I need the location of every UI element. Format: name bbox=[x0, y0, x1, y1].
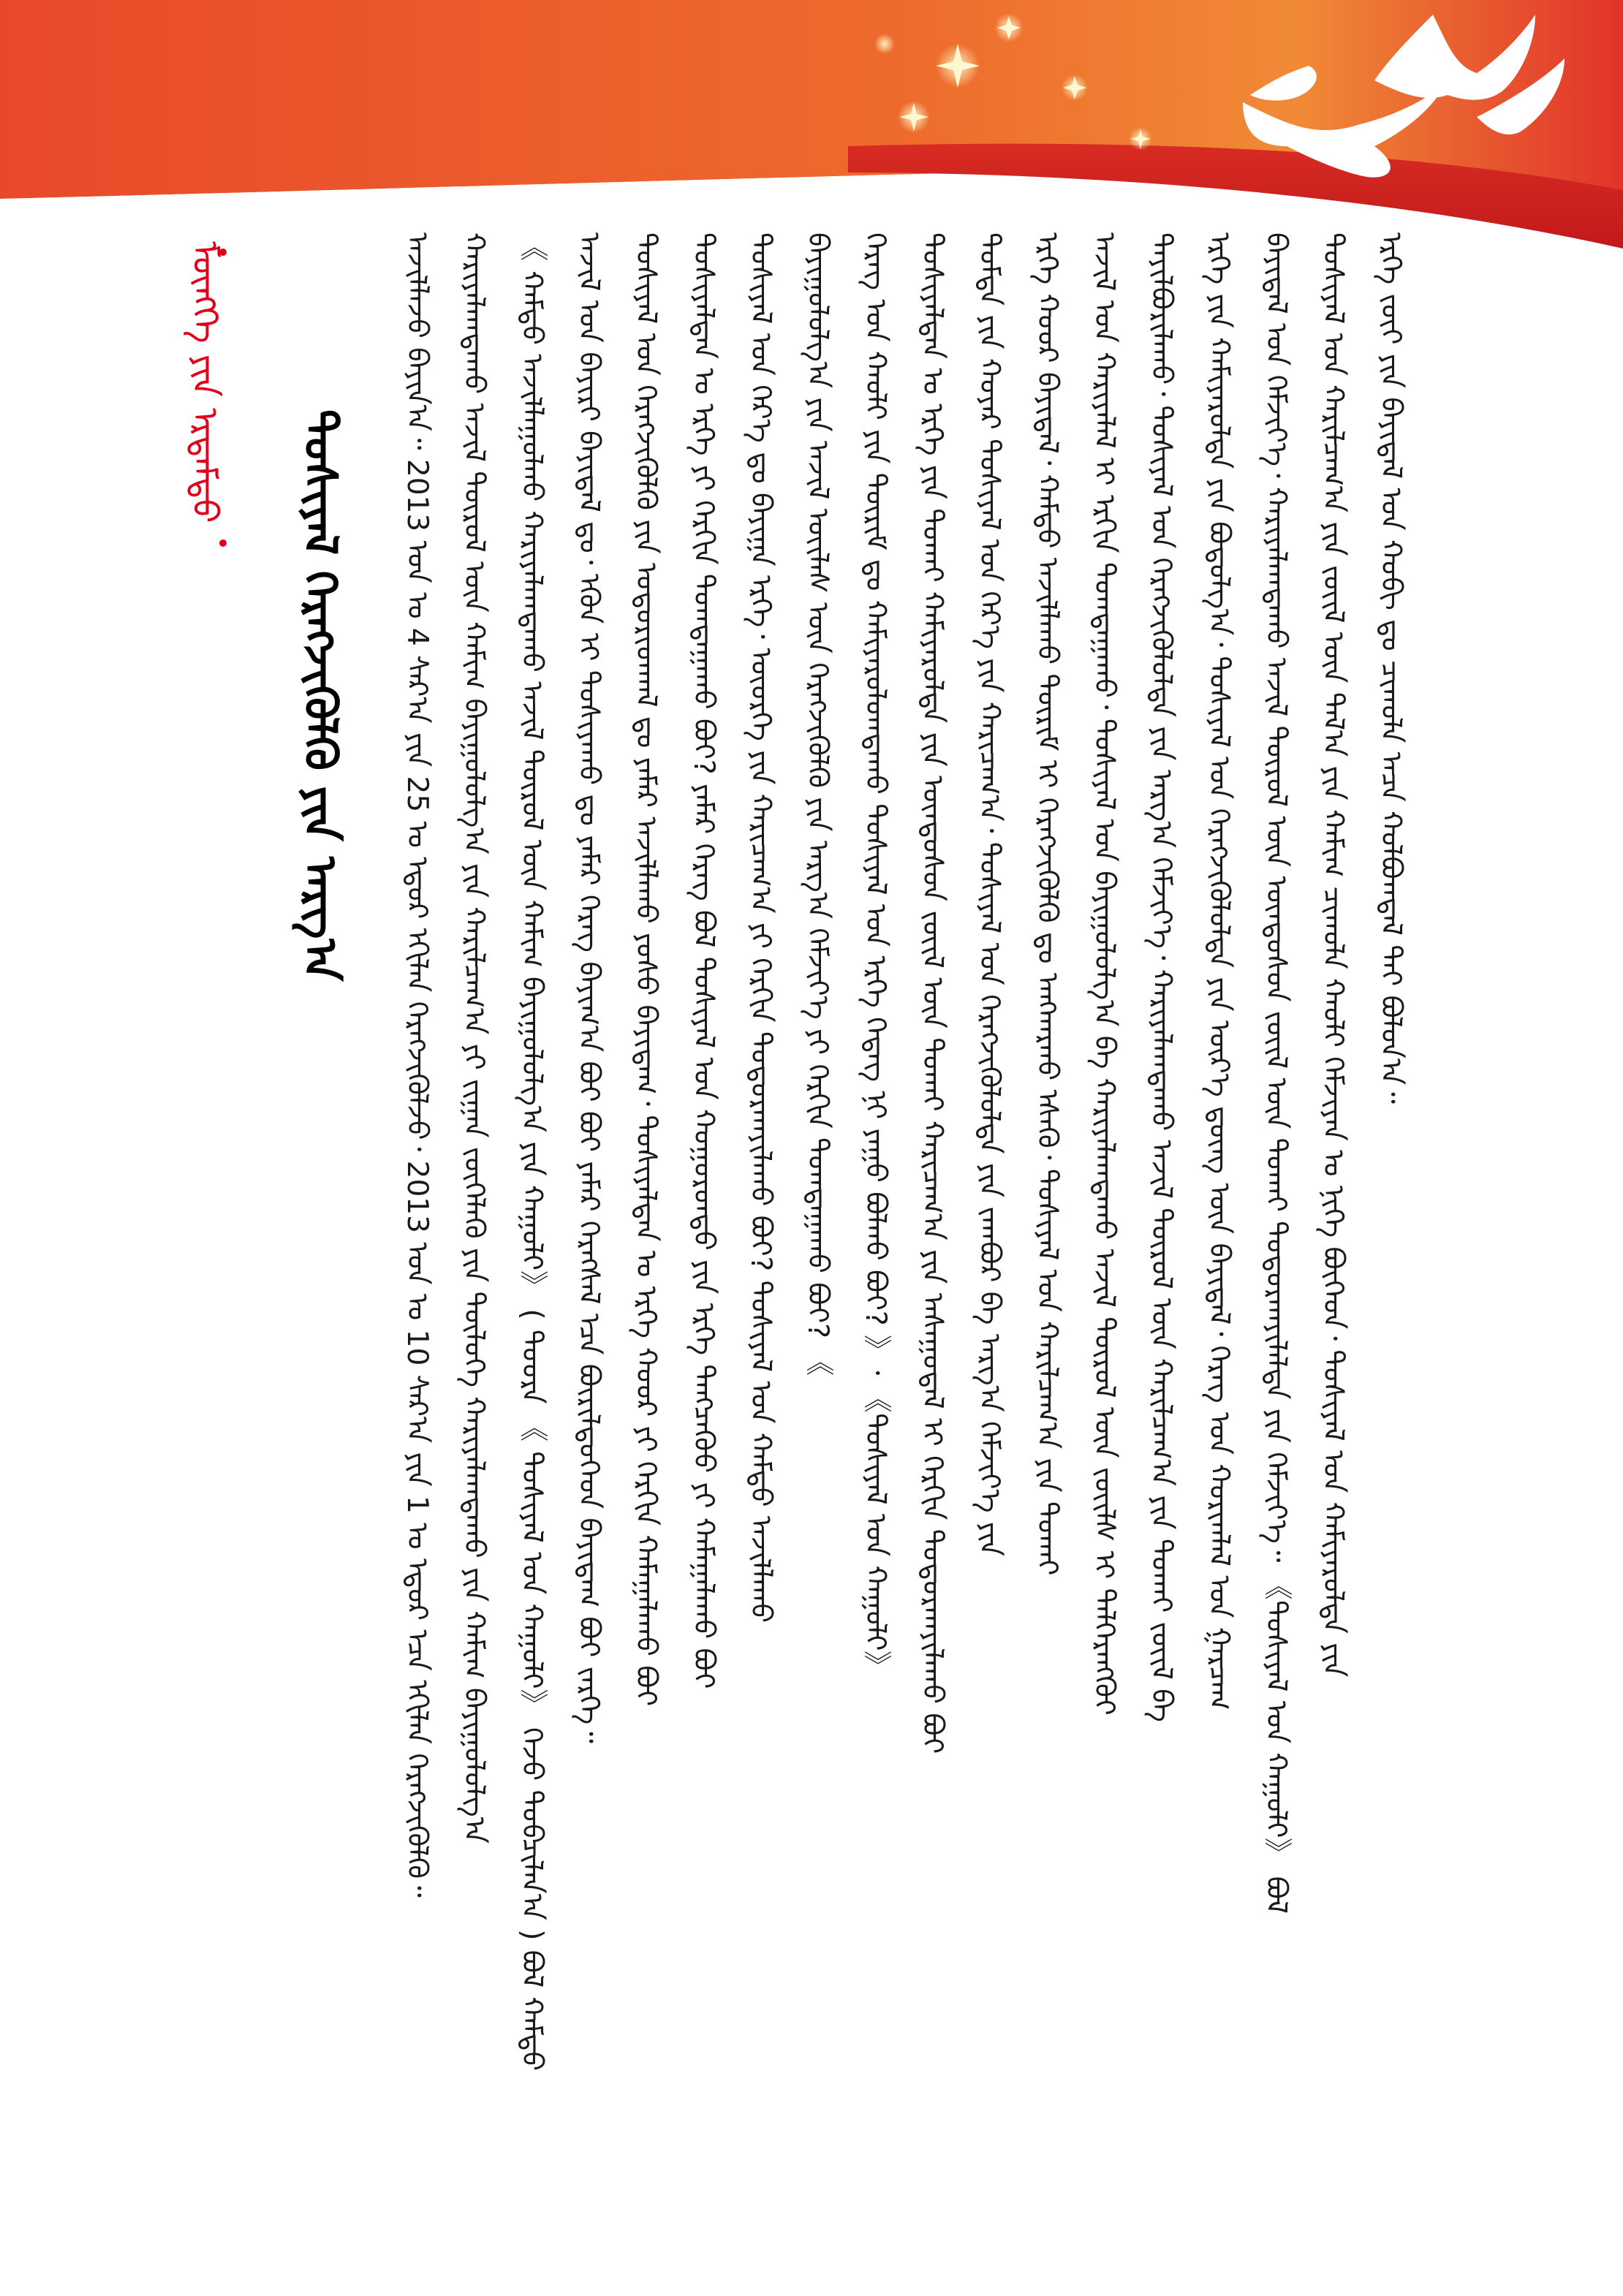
body-line-10: ᠲᠤᠰᠢᠶᠠᠯᠲᠠᠨ ᠤ ᠡᠷᠬᠡ ᠶᠢᠨ ᠲᠤᠬᠠᠢ ᠬᠠᠮᠢᠶᠠᠷᠤᠯᠲᠠ ᠶᠢᠨ ᠦᠨᠳᠦᠰᠦᠨ ᠵᠦᠢᠯ ᠦᠨ ᠲᠤᠬᠠᠢ ᠬᠠᠷᠢᠴᠠᠭ᠎ᠠ ᠶᠢᠨ ᠠᠰᠠᠭᠤᠳᠠᠯ ᠢ ᠬᠡᠷᠬᠢᠨ ᠲᠣᠳᠣᠷᠬᠠᠶᠢᠯᠠᠬᠤ ᠪᠤᠢ bbox=[916, 232, 949, 1754]
body-line-18: ᠡᠷᠬᠡ ᠵᠦᠢ ᠶᠢᠨ ᠪᠠᠶᠢᠳᠠᠯ ᠤᠨ ᠬᠤᠪᠢ ᠳᠤ ᠴᠢᠬᠤᠯᠠ ᠠᠴᠠ ᠬᠣᠯᠪᠣᠭᠳᠠᠯ ᠲᠠᠶ ᠪᠣᠯᠤᠨ᠎ᠠ᠃ bbox=[1374, 232, 1407, 1104]
header-banner bbox=[0, 0, 1623, 249]
body-line-3: 《 ᠬᠠᠮᠲᠤ ᠠᠵᠢᠯᠯᠠᠭᠤᠯᠬᠤ ᠬᠠᠷᠢᠶᠠᠯᠠᠭᠳᠠᠬᠤ ᠠᠵᠢᠯ ᠲᠥᠷᠥᠯ ᠦᠨ ᠬᠠᠮᠢᠭ ᠪᠠᠶᠢᠭᠤᠯᠤᠯᠭ᠎ᠠ ᠶᠢᠨ ᠬᠠᠭᠤᠯᠢ》 ( ᠳᠣᠣᠷᠠ 《 ᠲᠤᠰᠢᠶᠠᠯ ᠤᠨ ᠬᠠᠭᠤᠯᠢ》 ᠭᠡᠵᠦ ᠲᠣᠪᠴᠢᠯᠠᠨ᠎ᠠ ) ᠪᠣᠯ ᠬᠠᠮᠲᠤ bbox=[515, 232, 548, 2072]
body-line-1: ᠠᠵᠢᠯᠯᠠᠵᠤ ᠪᠠᠶᠢᠨ᠎ᠠ᠃ 2013 ᠣᠨ ᠤ 4 ᠰᠠᠷ᠎ᠠ ᠶᠢᠨ 25 ᠤ ᠡᠳᠦᠷ ᠡᠬᠢᠯᠡᠨ ᠬᠡᠷᠡᠭᠵᠢᠭᠦᠯᠵᠦ᠂ 2013 ᠣᠨ ᠤ 10 ᠰᠠᠷ᠎ᠠ ᠶᠢᠨ 1 ᠤ ᠡᠳᠦᠷ ᠡᠴᠡ ᠡᠬᠢᠯᠡᠨ ᠬᠡᠷᠡᠭᠵᠢᠭᠦᠯᠬᠦ᠃ bbox=[401, 232, 434, 1898]
body-line-8: ᠪᠠᠶᠢᠭᠤᠯᠤᠯᠭ᠎ᠠ ᠶᠢᠨ ᠠᠵᠢᠯ ᠦᠢᠯᠡᠰ ᠦᠨ ᠬᠡᠷᠡᠭᠵᠢᠭᠦᠯᠬᠦ ᠶᠢᠨ ᠠᠷᠭ᠎ᠠ ᠬᠡᠮᠵᠢᠶ᠎ᠡ ᠶᠢ ᠬᠡᠷᠬᠢᠨ ᠲᠣᠭᠲᠠᠭᠠᠬᠤ ᠪᠤᠢ? 《 bbox=[801, 232, 834, 1376]
body-line-6: ᠲᠤᠰᠢᠶᠠᠯᠲᠠᠨ ᠤ ᠡᠷᠬᠡ ᠶᠢ ᠬᠡᠷᠬᠢᠨ ᠲᠣᠭᠲᠠᠭᠠᠬᠤ ᠪᠤᠢ? ᠶᠠᠮᠠᠷ ᠬᠡᠷᠡᠭ ᠪᠣᠯ ᠲᠤᠰᠢᠶᠠᠯ ᠤᠨ ᠬᠣᠭᠤᠷᠣᠨᠳᠣ ᠶᠢᠨ ᠡᠷᠬᠡ ᠲᠡᠩᠴᠡᠭᠦᠦ ᠶᠢ ᠬᠠᠮᠠᠭᠠᠯᠠᠬᠤ ᠪᠤᠢ bbox=[687, 232, 720, 1689]
body-line-15: ᠡᠷᠬᠡ ᠶᠢᠨ ᠬᠠᠮᠢᠶᠠᠷᠤᠯᠲᠠ ᠶᠢᠨ ᠪᠣᠳᠤᠯᠭ᠎ᠠ᠂ ᠲᠤᠰᠢᠶᠠᠯ ᠤᠨ ᠬᠡᠷᠡᠭᠵᠢᠭᠦᠯᠦᠯᠲᠡ ᠶᠢᠨ ᠦᠷ᠎ᠡ ᠳ᠋ᠦᠩ ᠦᠨ ᠪᠠᠶᠢᠳᠠᠯ᠂ ᠬᠡᠷᠡᠭ ᠤᠨ ᠬᠣᠷᠢᠭᠯᠠᠯ ᠤᠨ ᠭᠠᠷᠴᠠᠭ bbox=[1203, 232, 1236, 1710]
body-line-17: ᠲᠤᠰᠢᠶᠠᠯ ᠤᠨ ᠬᠠᠷᠢᠯᠴᠠᠭ᠎ᠠ ᠶᠢᠨ ᠵᠦᠢᠯ ᠦᠨ ᠲᠠᠯ᠎ᠠ ᠶᠢᠨ ᠬᠠᠮᠢᠭ ᠴᠢᠬᠤᠯᠠ ᠬᠠᠤᠯᠢ ᠬᠡᠮᠵᠢᠶᠡᠨ ᠤ ᠨᠢᠭᠡ ᠪᠥᠭᠡᠳ᠂ ᠲᠤᠰᠢᠶᠠᠯ ᠤᠨ ᠬᠠᠮᠢᠶᠠᠷᠤᠯᠲᠠ ᠶᠢᠨ bbox=[1317, 232, 1350, 1678]
article-body bbox=[395, 232, 1426, 2126]
body-line-12: ᠡᠷᠬᠡ ᠬᠣᠣᠷ ᠪᠠᠶᠢᠳᠠᠯ᠂ ᠬᠠᠮᠲᠤ ᠠᠵᠢᠯᠯᠠᠬᠤ ᠳᠦᠷᠢᠮ ᠢ ᠬᠡᠷᠡᠭᠵᠢᠭᠦᠯᠬᠦ ᠳᠤ ᠠᠩᠬᠠᠷᠬᠤ ᠡᠰᠡᠬᠦ᠂ ᠲᠤᠰᠢᠶᠠᠯ ᠤᠨ ᠬᠠᠷᠢᠯᠴᠠᠭ᠎ᠠ ᠶᠢᠨ ᠲᠤᠬᠠᠢ bbox=[1031, 232, 1064, 1576]
body-line-7: ᠲᠤᠰᠢᠶᠠᠯ ᠤᠨ ᠭᠡᠷ᠎ᠡ ᠳᠤ ᠪᠠᠶᠢᠭᠠ ᠡᠷᠬᠡ᠂ ᠦᠦᠷᠭᠡ ᠶᠢᠨ ᠬᠠᠷᠢᠴᠠᠭ᠎ᠠ ᠶᠢ ᠬᠡᠷᠬᠢᠨ ᠲᠣᠳᠣᠷᠬᠠᠶᠢᠯᠠᠬᠤ ᠪᠤᠢ? ᠲᠤᠰᠢᠶᠠᠯ ᠤᠨ ᠬᠠᠮᠲᠤ ᠠᠵᠢᠯᠯᠠᠬᠤ bbox=[744, 232, 777, 1624]
banner-graphic bbox=[0, 0, 1623, 249]
author-dot-bottom bbox=[219, 539, 227, 547]
body-line-16: ᠪᠠᠶᠢᠳᠠᠯ ᠤᠨ ᠬᠡᠮᠵᠢᠶ᠎ᠡ᠂ ᠬᠠᠷᠢᠶᠠᠯᠠᠭᠳᠠᠬᠤ ᠠᠵᠢᠯ ᠲᠥᠷᠥᠯ ᠦᠨ ᠦᠨᠳᠦᠰᠦᠨ ᠵᠦᠢᠯ ᠦᠨ ᠲᠤᠬᠠᠢ ᠲᠣᠳᠣᠷᠬᠠᠶᠢᠯᠠᠯᠲᠠ ᠶᠢᠨ ᠬᠡᠮᠵᠢᠶ᠎ᠡ᠃ 《ᠲᠤᠰᠢᠶᠠᠯ ᠤᠨ ᠬᠠᠭᠤᠯᠢ》 ᠪᠣᠯ bbox=[1260, 232, 1293, 1914]
body-line-11: ᠳᠤᠮᠳᠠ ᠶᠢᠨ ᠬᠣᠶᠠᠷ ᠲᠤᠰᠢᠶᠠᠯ ᠤᠨ ᠭᠡᠷ᠎ᠡ ᠶᠢᠨ ᠬᠠᠷᠢᠴᠠᠭ᠎ᠠ᠂ ᠲᠤᠰᠢᠶᠠᠯ ᠤᠨ ᠬᠡᠷᠡᠭᠵᠢᠭᠦᠯᠦᠯᠲᠡ ᠶᠢᠨ ᠵᠠᠭᠪᠤᠷ ᠪᠠ ᠠᠷᠭ᠎ᠠ ᠬᠡᠮᠵᠢᠶ᠎ᠡ ᠶᠢᠨ bbox=[973, 232, 1006, 1557]
body-line-13: ᠠᠵᠢᠯ ᠤᠨ ᠬᠠᠷᠢᠶᠠᠯᠠᠯ ᠢ ᠡᠷᠭᠢᠨ ᠲᠣᠭᠲᠠᠭᠠᠬᠤ᠂ ᠲᠤᠰᠢᠶᠠᠯ ᠤᠨ ᠪᠠᠶᠢᠭᠤᠯᠤᠯᠭ᠎ᠠ ᠪᠠ ᠬᠠᠷᠢᠶᠠᠯᠠᠭᠳᠠᠬᠤ ᠠᠵᠢᠯ ᠲᠥᠷᠥᠯ ᠦᠨ ᠵᠦᠢᠯᠰ ᠢ ᠳᠡᠯᠭᠡᠷᠡᠩᠭᠦᠢ bbox=[1088, 232, 1121, 1716]
body-line-4: ᠠᠵᠢᠯ ᠤᠨ ᠪᠠᠶᠢᠷᠢ ᠪᠠᠶᠢᠳᠠᠯ ᠳᠤ᠂ ᠡᠭᠦᠨ ᠢ ᠲᠤᠰᠢᠶᠠᠬᠤ ᠳᠤ ᠶᠠᠮᠠᠷ ᠬᠡᠷᠡᠭ ᠪᠠᠶᠢᠭ᠎ᠠ ᠪᠣᠢ ᠪᠣᠢ ᠶᠠᠮᠠᠷ ᠬᠡᠷᠡᠭᠰᠡᠯ ᠡᠴᠡ ᠪᠦᠷᠢᠯᠳᠦᠭᠡᠳ ᠪᠠᠶᠢᠳᠠᠭ ᠪᠤᠢ ᠵᠡᠷᠭᠡ᠃ bbox=[572, 232, 605, 1743]
article-title: ᠲᠤᠰᠢᠶᠠᠯ ᠬᠡᠷᠡᠭᠵᠢᠬᠦᠯᠬᠦ ᠶᠢᠨ ᠠᠷᠭ᠎ᠠ bbox=[294, 409, 347, 982]
body-line-14: ᠲᠠᠶᠢᠯᠪᠤᠷᠢᠯᠠᠬᠤ᠂ ᠲᠤᠰᠢᠶᠠᠯ ᠤᠨ ᠬᠡᠷᠡᠭᠵᠢᠭᠦᠯᠦᠯᠲᠡ ᠶᠢᠨ ᠠᠷᠭ᠎ᠠ ᠬᠡᠮᠵᠢᠶ᠎ᠡ᠂ ᠬᠠᠷᠢᠶᠠᠯᠠᠭᠳᠠᠬᠤ ᠠᠵᠢᠯ ᠲᠥᠷᠥᠯ ᠦᠨ ᠬᠠᠷᠢᠯᠴᠠᠭ᠎ᠠ ᠶᠢᠨ ᠲᠤᠬᠠᠢ ᠵᠦᠢᠯ ᠪᠠ bbox=[1145, 232, 1178, 1722]
body-line-5: ᠲᠤᠰᠢᠶᠠᠯ ᠤᠨ ᠬᠡᠷᠡᠭᠵᠢᠭᠦᠯᠬᠦ ᠶᠢᠨ ᠤᠳᠤᠷᠢᠳᠬᠠᠯ ᠳᠤ ᠶᠠᠮᠠᠷ ᠠᠵᠢᠯᠯᠠᠬᠤ ᠶᠣᠰᠤ ᠪᠠᠶᠢᠳᠠᠭ᠂ ᠲᠤᠰᠢᠶᠠᠯᠲᠠᠨ ᠤ ᠡᠷᠬᠡ ᠬᠣᠣᠷ ᠶᠢ ᠬᠡᠷᠬᠢᠨ ᠬᠠᠮᠠᠭᠠᠯᠠᠬᠤ ᠪᠤᠢ bbox=[629, 232, 662, 1707]
article-author: ᠮᠥᠩᠬᠡ ᠶᠢᠨ ᠡᠷᠳᠡᠮᠲᠦ bbox=[184, 241, 225, 523]
body-line-2: ᠬᠠᠷᠢᠶᠠᠯᠠᠭᠳᠠᠬᠤ ᠠᠵᠢᠯ ᠲᠥᠷᠥᠯ ᠦᠨ ᠬᠠᠮᠢᠭ ᠪᠠᠶᠢᠭᠤᠯᠤᠯᠭ᠎ᠠ ᠶᠢᠨ ᠬᠠᠷᠢᠯᠴᠠᠭ᠎ᠠ ᠶᠢ ᠵᠢᠭᠠᠨ ᠵᠦᠬᠡᠯᠡᠬᠦ ᠶᠢᠨ ᠲᠥᠯᠥᠭᠡ ᠬᠠᠷᠢᠶᠠᠯᠠᠭᠳᠠᠬᠤ ᠶᠢᠨ ᠬᠠᠮᠢᠭ ᠪᠠᠶᠢᠭᠤᠯᠤᠯᠭ᠎ᠠ bbox=[458, 232, 491, 1844]
body-line-9: ᠬᠡᠷᠡᠭ ᠤᠨ ᠬᠠᠤᠯᠢ ᠶᠢᠨ ᠳᠦᠷᠢᠮ ᠳᠤ ᠬᠠᠮᠢᠶᠠᠷᠤᠯᠤᠭᠳᠠᠬᠤ ᠲᠤᠰᠢᠶᠠᠯ ᠤᠨ ᠡᠷᠬᠡ ᠭᠡᠳᠡᠭ ᠨᠢ ᠶᠠᠭᠤ ᠪᠣᠯᠬᠤ ᠪᠤᠢ? 》᠂ 《ᠲᠤᠰᠢᠶᠠᠯ ᠤᠨ ᠬᠠᠭᠤᠯᠢ》 bbox=[859, 232, 892, 1680]
